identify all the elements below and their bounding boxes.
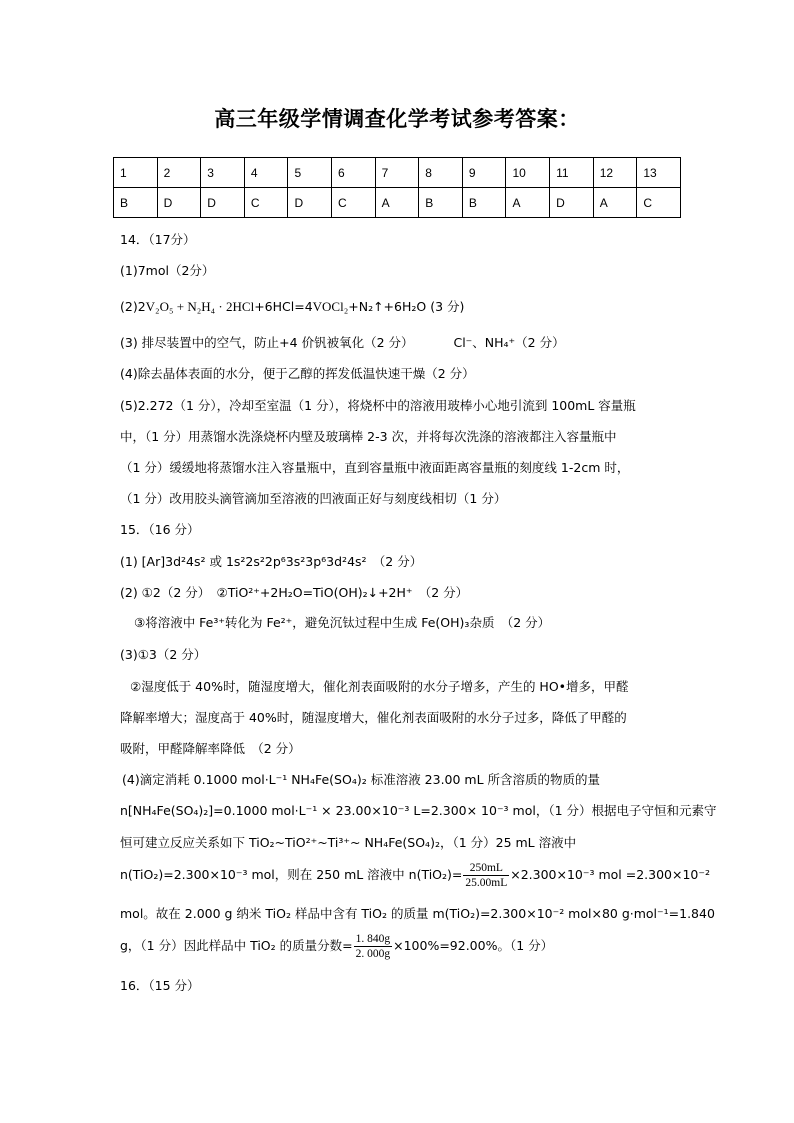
table-cell: 6 (332, 158, 376, 188)
q14-line-3-b: Cl⁻、NH₄⁺（2 分） (453, 335, 565, 350)
table-cell: 2 (157, 158, 201, 188)
q15-line-11 (120, 860, 710, 890)
table-cell: 12 (593, 158, 637, 188)
q15-line-9: n[NH₄Fe(SO₄)₂]=0.1000 mol·L⁻¹ × 23.00×10⁻³ L=2.300× 10⁻³ mol，（1 分）根据电子守恒和元素守 (120, 803, 717, 818)
table-cell: 8 (419, 158, 463, 188)
table-cell: 11 (550, 158, 594, 188)
q14-line-5: (5)2.272（1 分），冷却至室温（1 分），将烧杯中的溶液用玻棒小心地引流到 100mL 容量瓶 (120, 398, 636, 413)
table-cell: C (637, 188, 681, 218)
table-cell: A (593, 188, 637, 218)
q15-line-8: (4)滴定消耗 0.1000 mol·L⁻¹ NH₄Fe(SO₄)₂ 标准溶液 23.00 mL 所含溶质的物质的量 (122, 772, 601, 787)
fraction-numerator: 250mL (463, 861, 509, 876)
table-cell: 10 (506, 158, 550, 188)
table-cell: 7 (375, 158, 419, 188)
q14-line-2-c: +N₂↑+6H₂O (3 分) (348, 299, 465, 314)
table-cell: C (244, 188, 288, 218)
q15-line-2: (2) ①2（2 分） ②TiO²⁺+2H₂O=TiO(OH)₂↓+2H⁺ （2 分） (120, 585, 469, 600)
table-cell: 5 (288, 158, 332, 188)
q14-line-6: 中，（1 分）用蒸馏水洗涤烧杯内壁及玻璃棒 2-3 次，并将每次洗涤的溶液都注入容量瓶中 (120, 429, 617, 444)
q15-line-1: (1) [Ar]3d²4s² 或 1s²2s²2p⁶3s²3p⁶3d²4s² （2 分） (120, 554, 423, 569)
q15-line-4: (3)①3（2 分） (120, 647, 207, 662)
q14-line-1: (1)7mol（2分） (120, 263, 215, 278)
q15-line-5: ②湿度低于 40%时，随湿度增大，催化剂表面吸附的水分子增多，产生的 HO•增多，甲醛 (130, 679, 629, 694)
table-cell: D (201, 188, 245, 218)
table-cell: D (157, 188, 201, 218)
q15-line-11-a: n(TiO₂)=2.300×10⁻³ mol，则在 250 mL 溶液中 n(TiO₂)= (120, 867, 463, 882)
q15-line-12: mol。故在 2.000 g 纳米 TiO₂ 样品中含有 TiO₂ 的质量 m(TiO₂)=2.300×10⁻² mol×80 g·mol⁻¹=1.840 (120, 906, 715, 921)
table-row-numbers (114, 158, 681, 188)
table-cell: A (375, 188, 419, 218)
q14-line-2-b: +6HCl=4 (254, 299, 313, 314)
q15-line-10: 恒可建立反应关系如下 TiO₂~TiO²⁺~Ti³⁺~ NH₄Fe(SO₄)₂，（1 分）25 mL 溶液中 (120, 835, 577, 850)
mass-fraction (354, 932, 393, 961)
q15-line-11-b: ×2.300×10⁻³ mol =2.300×10⁻² (510, 867, 710, 882)
table-cell: 13 (637, 158, 681, 188)
q15-line-3: ③将溶液中 Fe³⁺转化为 Fe²⁺，避免沉钛过程中生成 Fe(OH)₃杂质 （2 分） (134, 615, 551, 630)
table-cell: A (506, 188, 550, 218)
fraction-denominator: 2. 000g (355, 948, 391, 960)
table-cell: D (288, 188, 332, 218)
q15-heading: 15．（16 分） (120, 522, 200, 537)
q14-line-2 (120, 298, 464, 316)
volume-fraction (463, 861, 509, 890)
q14-line-2-a: (2)2 (120, 299, 146, 314)
q14-line-3-a: (3) 排尽装置中的空气，防止+4 价钒被氧化（2 分） (120, 335, 414, 350)
fraction-numerator: 1. 840g (355, 933, 391, 945)
q16-heading: 16．（15 分） (120, 978, 200, 993)
table-cell: B (419, 188, 463, 218)
q14-formula-1: V₂O₅ + N₂H₄ · 2HCl (145, 299, 255, 314)
page-title: 高三年级学情调查化学考试参考答案： (214, 106, 580, 131)
q15-line-6: 降解率增大；湿度高于 40%时，随湿度增大，催化剂表面吸附的水分子过多，降低了甲醛的 (120, 710, 627, 725)
table-cell: 3 (201, 158, 245, 188)
q14-line-8: （1 分）改用胶头滴管滴加至溶液的凹液面正好与刻度线相切（1 分） (120, 491, 507, 506)
answer-table (113, 157, 681, 218)
table-cell: 9 (462, 158, 506, 188)
q14-heading: 14．（17分） (120, 232, 196, 247)
table-cell: B (462, 188, 506, 218)
table-cell: C (332, 188, 376, 218)
q15-line-13-a: g，（1 分）因此样品中 TiO₂ 的质量分数= (120, 938, 353, 953)
q15-line-7: 吸附，甲醛降解率降低 （2 分） (120, 741, 301, 756)
q14-formula-2: VOCl₂ (312, 299, 349, 314)
table-row-answers (114, 188, 681, 218)
q14-line-4: (4)除去晶体表面的水分，便于乙醇的挥发低温快速干燥（2 分） (120, 366, 475, 381)
fraction-denominator: 25.00mL (465, 877, 508, 889)
table-cell: 1 (114, 158, 158, 188)
q14-line-3 (120, 334, 565, 352)
q15-line-13 (120, 931, 553, 961)
table-cell: D (550, 188, 594, 218)
table-cell: B (114, 188, 158, 218)
q15-line-13-b: ×100%=92.00%。（1 分） (393, 938, 554, 953)
q14-line-7: （1 分）缓缓地将蒸馏水注入容量瓶中，直到容量瓶中液面距离容量瓶的刻度线 1-2cm 时， (120, 460, 630, 475)
table-cell: 4 (244, 158, 288, 188)
